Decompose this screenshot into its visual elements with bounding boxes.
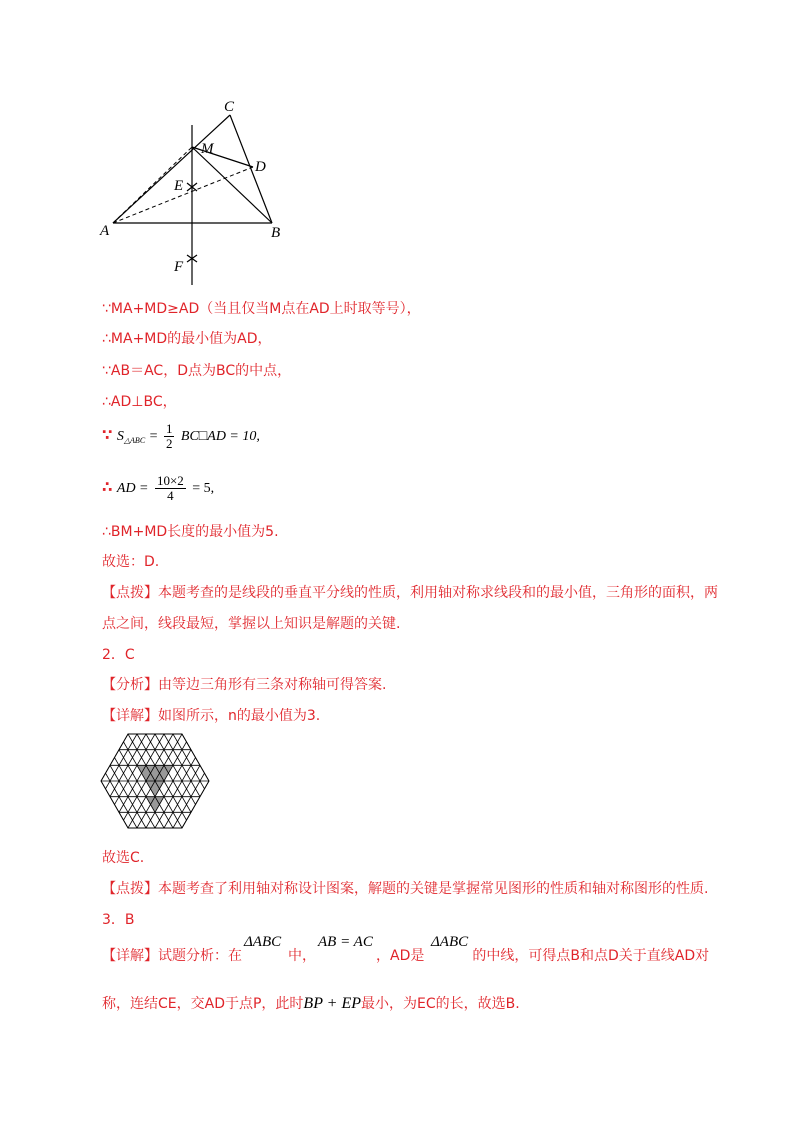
line-area-formula [102,420,260,456]
q3-part-e: 称，连结CE，交AD于点P，此时 [102,996,304,1012]
line-7: ∴BM+MD长度的最小值为5. [102,524,279,540]
line-3: ∵AB＝AC，D点为BC的中点， [102,363,292,379]
half-fraction [164,422,175,451]
q3-triangle-2: ΔABC [431,934,469,950]
q3-triangle-1: ΔABC [244,934,282,950]
line-8: 故选：D. [102,554,160,570]
therefore-symbol: ∴ [102,478,113,496]
hexagon-grid-figure [100,733,210,829]
because-symbol: ∵ [102,426,113,444]
half-numerator: 1 [165,420,173,436]
tip-2: 【点拨】本题考查了利用轴对称设计图案，解题的关键是掌握常见图形的性质和轴对称图形的性质. [102,881,709,897]
q3-part-a: 【详解】试题分析：在 [102,948,242,964]
label-D: D [255,159,266,175]
answer-3: 3．B [102,912,135,928]
tip-1: 【点拨】本题考查的是线段的垂直平分线的性质，利用轴对称求线段和的最小值，三角形的面积，两点之间，线段最短，掌握以上知识是解题的关键. [102,585,718,632]
q3-part-f: 最小，为EC的长，故选B. [361,996,520,1012]
label-M: M [201,141,214,157]
ad-lhs: AD = [116,481,149,496]
q3-part-d: 的中线，可得点B和点D关于直线AD对 [472,948,710,964]
triangle-figure [95,95,295,290]
ad-rest: = 5, [192,481,215,496]
ad-denominator: 4 [167,487,174,503]
q3-ab-eq-ac: AB = AC [318,934,373,950]
label-F: F [174,259,184,275]
q3-line-1 [102,946,709,966]
analysis-2: 【分析】由等边三角形有三条对称轴可得答案. [102,677,387,693]
q3-part-c: ，AD是 [376,948,425,964]
ad-fraction [155,474,186,503]
area-rest: BC□AD = 10, [180,429,260,444]
label-B: B [271,225,281,241]
detail-2: 【详解】如图所示，n的最小值为3. [102,708,321,724]
choice-2: 故选C. [102,850,145,866]
line-ad-formula [102,472,214,504]
answer-2: 2．C [102,647,135,663]
q3-bp-ep: BP + EP [303,995,362,1012]
label-E: E [174,178,184,194]
area-eq: = [149,429,158,444]
label-C: C [224,99,235,115]
line-4: ∴AD⊥BC， [102,394,177,410]
line-1: ∵MA+MD≥AD（当且仅当M点在AD上时取等号）， [102,301,421,317]
q3-line-2 [102,994,520,1014]
area-sub: △ABC [123,436,146,445]
line-2: ∴MA+MD的最小值为AD， [102,331,272,347]
ad-numerator: 10×2 [156,472,184,488]
half-denominator: 2 [165,435,173,451]
area-S: S [116,429,124,444]
q3-part-b: 中， [288,948,316,964]
label-A: A [100,223,110,239]
